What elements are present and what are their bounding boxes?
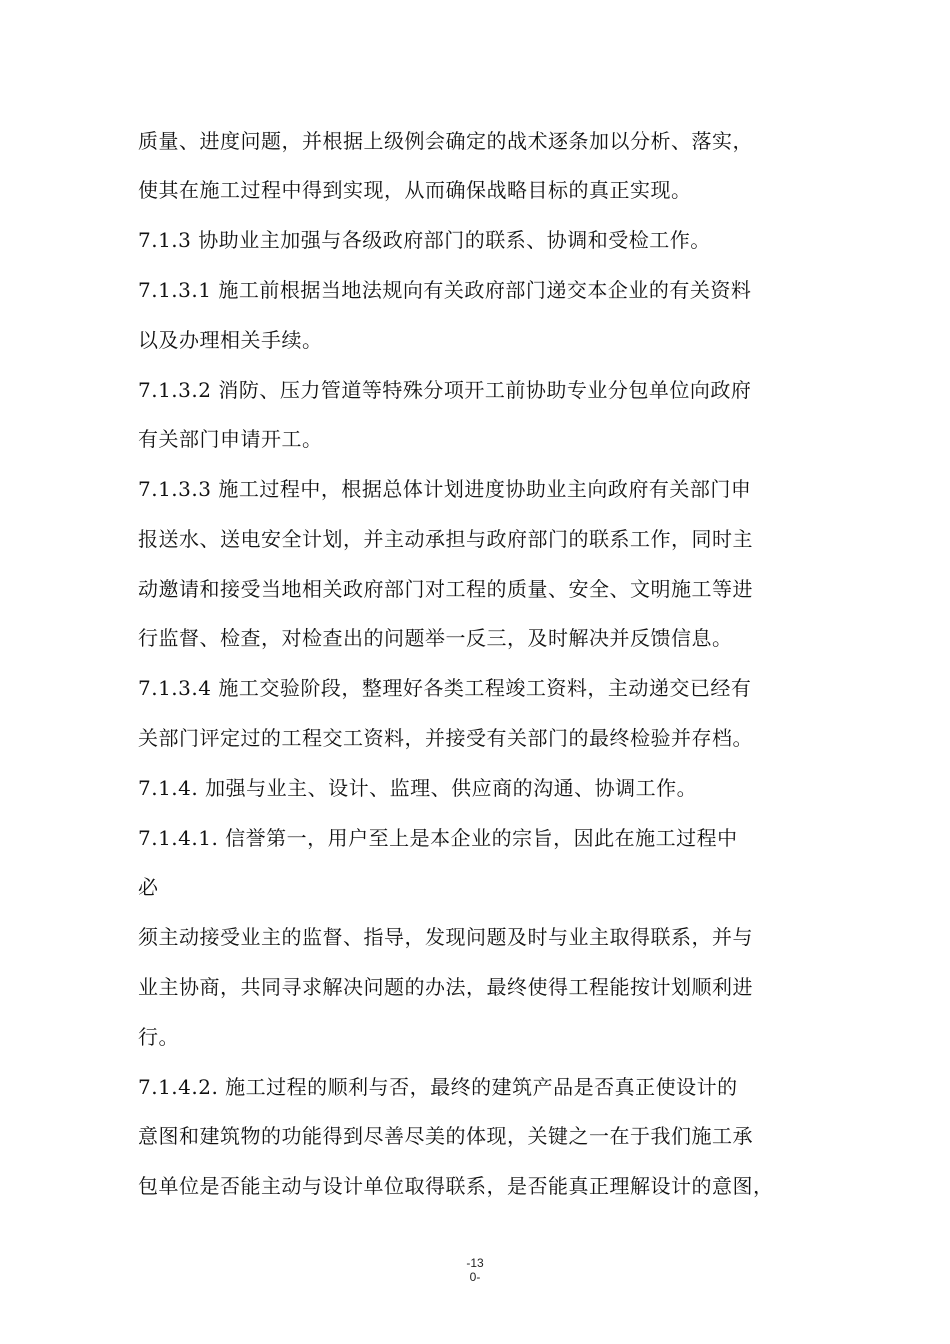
body-text-line: 7.1.3.1 施工前根据当地法规向有关政府部门递交本企业的有关资料: [138, 278, 752, 302]
body-text-line: 7.1.4.1. 信誉第一，用户至上是本企业的宗旨，因此在施工过程中: [138, 826, 738, 850]
page-number-line1: -13: [466, 1256, 484, 1270]
body-text-line: 使其在施工过程中得到实现，从而确保战略目标的真正实现。: [138, 178, 692, 202]
body-text-line: 意图和建筑物的功能得到尽善尽美的体现，关键之一在于我们施工承: [138, 1124, 753, 1148]
page-number-line2: 0-: [469, 1270, 481, 1284]
body-text-line: 7.1.4.2. 施工过程的顺利与否，最终的建筑产品是否真正使设计的: [138, 1075, 738, 1099]
body-text-line: 包单位是否能主动与设计单位取得联系，是否能真正理解设计的意图，: [138, 1174, 774, 1198]
body-text-line: 行监督、检查，对检查出的问题举一反三，及时解决并反馈信息。: [138, 626, 733, 650]
body-text-line: 7.1.3.4 施工交验阶段，整理好各类工程竣工资料，主动递交已经有: [138, 676, 752, 700]
body-text-line: 业主协商，共同寻求解决问题的办法，最终使得工程能按计划顺利进: [138, 975, 753, 999]
body-text-line: 质量、进度问题，并根据上级例会确定的战术逐条加以分析、落实，: [138, 129, 753, 153]
body-text-line: 7.1.3.2 消防、压力管道等特殊分项开工前协助专业分包单位向政府: [138, 378, 752, 402]
body-text-line: 以及办理相关手续。: [138, 328, 323, 352]
body-text-line: 须主动接受业主的监督、指导，发现问题及时与业主取得联系，并与: [138, 925, 753, 949]
body-text-line: 报送水、送电安全计划，并主动承担与政府部门的联系工作，同时主: [138, 527, 753, 551]
section-heading-7-1-4: 7.1.4. 加强与业主、设计、监理、供应商的沟通、协调工作。: [138, 776, 698, 800]
body-text-line: 关部门评定过的工程交工资料，并接受有关部门的最终检验并存档。: [138, 726, 753, 750]
body-text-line: 7.1.3.3 施工过程中，根据总体计划进度协助业主向政府有关部门申: [138, 477, 752, 501]
section-heading-7-1-3: 7.1.3 协助业主加强与各级政府部门的联系、协调和受检工作。: [138, 228, 711, 252]
body-text-line: 必: [138, 875, 159, 899]
body-text-line: 动邀请和接受当地相关政府部门对工程的质量、安全、文明施工等进: [138, 577, 753, 601]
body-text-line: 行。: [138, 1025, 179, 1049]
body-text-line: 有关部门申请开工。: [138, 427, 323, 451]
